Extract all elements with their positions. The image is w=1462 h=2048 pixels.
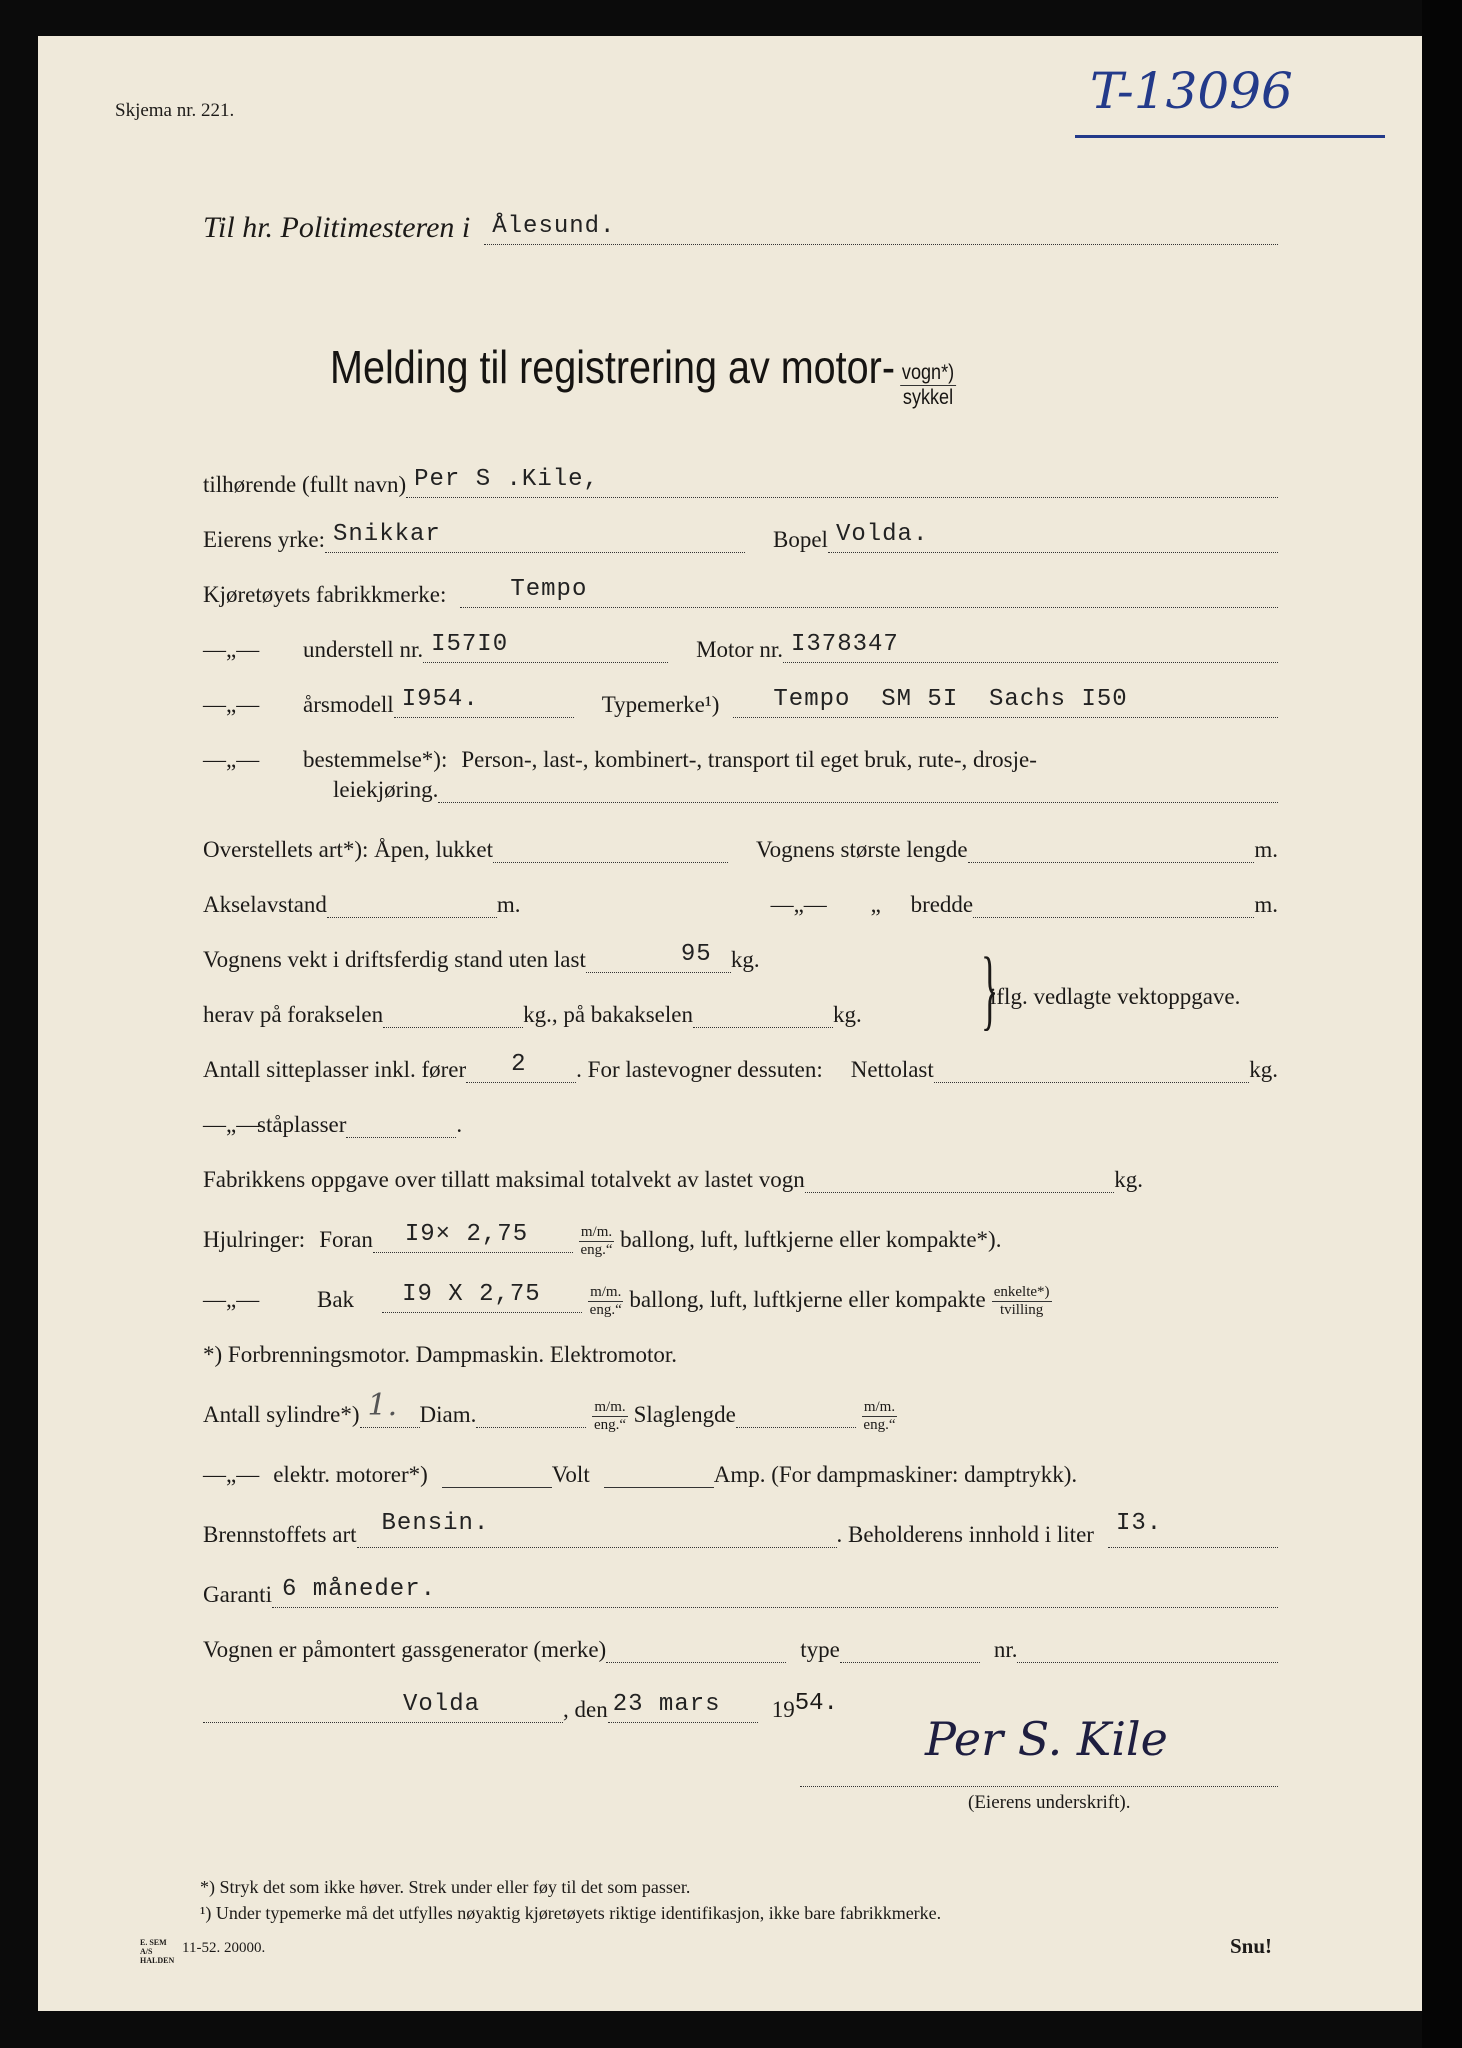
form-title xyxy=(330,340,961,414)
ditto: —„— xyxy=(203,1287,260,1312)
fuel-row xyxy=(203,1508,1278,1548)
make-label: Kjøretøyets fabrikkmerke: xyxy=(203,582,447,607)
den-label: , den xyxy=(563,1697,608,1722)
standing-row xyxy=(203,1098,523,1138)
front-axle-field[interactable] xyxy=(383,994,523,1028)
chassis-field[interactable] xyxy=(423,629,668,663)
unit-kg: kg. xyxy=(832,1002,862,1027)
year-value: 54. xyxy=(794,1690,838,1717)
cargo-label: . For lastevogner dessuten: xyxy=(576,1057,823,1082)
type-value: Tempo SM 5I Sachs I50 xyxy=(773,686,1128,713)
gas-generator-row xyxy=(203,1623,1278,1663)
purpose-text: Person-, last-, kombinert-, transport til eget bruk, rute-, drosje- xyxy=(461,747,1037,772)
purpose-row-2 xyxy=(333,763,1278,803)
option-top: vogn*) xyxy=(901,361,955,384)
year-value: I954. xyxy=(401,686,479,713)
length-field[interactable] xyxy=(968,829,1255,863)
printer-code: 11-52. 20000. xyxy=(182,1940,266,1956)
fuel-field[interactable] xyxy=(357,1510,837,1548)
unit-kg: kg. xyxy=(730,947,760,972)
main: Melding til registrering av motor- xyxy=(330,341,896,393)
value: Ålesund. xyxy=(492,213,616,240)
seats-row xyxy=(203,1043,1278,1083)
unit-eng: eng.“ xyxy=(580,1242,613,1258)
purpose-text2: leiekjøring. xyxy=(333,777,439,802)
unit-mm: m/m. xyxy=(580,1224,613,1240)
seats-label: Antall sitteplasser inkl. fører xyxy=(203,1057,467,1082)
cylinders-field[interactable] xyxy=(360,1388,420,1428)
wheelbase-label: Akselavstand xyxy=(203,892,327,917)
year-label: årsmodell xyxy=(303,692,394,717)
make-row xyxy=(203,568,1278,608)
form-element xyxy=(588,1284,623,1319)
max-weight-field[interactable] xyxy=(805,1159,1115,1193)
warranty-field[interactable] xyxy=(272,1574,1278,1608)
addressee-label: Til hr. Politimesteren i xyxy=(203,211,471,244)
weight-row xyxy=(203,933,843,973)
width-label: bredde xyxy=(910,892,974,917)
footnote-2: ¹) Under typemerke må det utfylles nøyaktig kjøretøyets riktige identifikasjon, ikke bare fabrikkmerke. xyxy=(200,1903,942,1923)
net-load-field[interactable] xyxy=(934,1049,1249,1083)
tire-types: ballong, luft, luftkjerne eller kompakte*). xyxy=(620,1227,1002,1252)
cylinders-row xyxy=(203,1388,1278,1433)
body-label: Overstellets art*): Åpen, lukket xyxy=(203,837,493,862)
front-axle-label: herav på forakselen xyxy=(203,1002,384,1027)
option-bottom: sykkel xyxy=(902,386,954,409)
place: Volda xyxy=(403,1691,481,1718)
warranty-label: Garanti xyxy=(203,1582,272,1607)
axle-row xyxy=(203,988,943,1028)
form-element xyxy=(579,1224,614,1259)
year-row xyxy=(203,678,1278,718)
type-label: Typemerke¹) xyxy=(601,692,720,717)
unit-kg: kg. xyxy=(1249,1057,1278,1082)
residence-label: Bopel xyxy=(772,527,828,552)
make-value: Tempo xyxy=(510,576,588,603)
body-field[interactable] xyxy=(493,829,728,863)
tires-label: Hjulringer: xyxy=(203,1227,306,1252)
occupation-field[interactable] xyxy=(325,519,745,553)
volt-field[interactable] xyxy=(442,1454,552,1488)
form-element xyxy=(992,1284,1052,1319)
unit-mm: m/m. xyxy=(863,1399,896,1415)
stroke-field[interactable] xyxy=(736,1394,856,1428)
gas-type-field[interactable] xyxy=(840,1629,980,1663)
type-field[interactable] xyxy=(733,684,1278,718)
max-weight-row xyxy=(203,1153,1143,1193)
rear-tires-field[interactable] xyxy=(382,1279,582,1313)
signature-line xyxy=(800,1786,1278,1787)
owner-field[interactable] xyxy=(406,464,1278,498)
cylinders-value: 1. xyxy=(367,1388,399,1423)
tank-value: I3. xyxy=(1115,1510,1163,1537)
single: enkelte*) xyxy=(993,1284,1050,1300)
form-element: . xyxy=(456,1112,463,1137)
length-label: Vognens største lengde xyxy=(755,837,968,862)
seats-field[interactable] xyxy=(466,1049,576,1083)
printer-logo: E. SEM A/S HALDEN xyxy=(140,1938,175,1965)
electric-row xyxy=(203,1448,1278,1488)
standing-label: ståplasser xyxy=(257,1112,347,1137)
footnote-1: *) Stryk det som ikke høver. Strek under eller føy til det som passer. xyxy=(200,1877,691,1897)
fuel-value: Bensin. xyxy=(381,1510,490,1537)
ditto: —„— xyxy=(203,692,260,717)
form-element xyxy=(438,783,1278,803)
engine-label: Motor nr. xyxy=(696,637,783,662)
warranty-row xyxy=(203,1568,1278,1608)
unit-m: m. xyxy=(496,892,521,917)
tire-types2: ballong, luft, luftkjerne eller kompakte xyxy=(629,1287,986,1312)
warranty-value: 6 måneder. xyxy=(281,1576,436,1603)
stroke-label: Slaglengde xyxy=(633,1402,736,1427)
owner-label: tilhørende (fullt navn) xyxy=(203,472,407,497)
cylinders-label: Antall sylindre*) xyxy=(203,1402,360,1427)
form-element xyxy=(592,1399,627,1434)
chassis-row xyxy=(203,623,1278,663)
tank-field[interactable] xyxy=(1108,1510,1278,1548)
handwritten-reference: T-13096 xyxy=(1090,62,1293,120)
amp-field[interactable] xyxy=(604,1454,714,1488)
engine-value: I378347 xyxy=(790,631,899,658)
unit-eng: eng.“ xyxy=(589,1302,622,1318)
addressee-row xyxy=(203,205,1278,245)
chassis-label: understell nr. xyxy=(303,637,424,662)
front-tires-row xyxy=(203,1213,1278,1258)
net-label: Nettolast xyxy=(850,1057,934,1082)
unit-eng: eng.“ xyxy=(593,1417,627,1433)
owner-value: Per S .Kile, xyxy=(414,466,599,493)
chassis-value: I57I0 xyxy=(431,631,509,658)
volt-label: Volt xyxy=(551,1462,590,1487)
fuel-label: Brennstoffets art xyxy=(203,1522,357,1547)
rear-value: I9 X 2,75 xyxy=(402,1281,541,1308)
rear-label: Bak xyxy=(317,1287,355,1312)
unit-kg: kg. xyxy=(1114,1167,1143,1192)
body-row xyxy=(203,823,1278,863)
form-element xyxy=(862,1399,897,1434)
gas-label: Vognen er påmontert gassgenerator (merke) xyxy=(203,1637,607,1662)
twin: tvilling xyxy=(999,1302,1044,1318)
addressee-field[interactable] xyxy=(484,211,1278,245)
front-value: I9× 2,75 xyxy=(404,1221,529,1248)
weight-field[interactable] xyxy=(586,939,731,973)
ditto: —„— xyxy=(203,747,260,772)
standing-field[interactable] xyxy=(346,1104,456,1138)
date-row xyxy=(203,1683,963,1723)
front-tires-field[interactable] xyxy=(373,1219,573,1253)
engine-types-row: *) Forbrenningsmotor. Dampmaskin. Elektromotor. xyxy=(203,1342,678,1367)
owner-signature: Per S. Kile xyxy=(925,1712,1168,1766)
diameter-field[interactable] xyxy=(476,1394,586,1428)
ditto: —„— xyxy=(203,1112,260,1137)
make-field[interactable] xyxy=(460,574,1278,608)
residence-field[interactable] xyxy=(828,519,1278,553)
seats-value: 2 xyxy=(511,1051,527,1078)
occupation-label: Eierens yrke: xyxy=(203,527,325,552)
wheelbase-row xyxy=(203,878,1278,918)
form-number: Skjema nr. 221. xyxy=(115,100,235,121)
max-weight-label: Fabrikkens oppgave over tillatt maksimal totalvekt av lastet vogn xyxy=(203,1167,805,1192)
scan-edge xyxy=(1422,0,1462,2048)
year-prefix: 19 xyxy=(771,1697,795,1722)
purpose-label: bestemmelse*): xyxy=(303,747,448,772)
residence-value: Volda. xyxy=(835,521,929,548)
date: 23 mars xyxy=(612,1691,721,1718)
owner-row xyxy=(203,458,1278,498)
date-field[interactable] xyxy=(608,1689,758,1723)
place-field[interactable] xyxy=(203,1689,563,1723)
ditto: —„— xyxy=(770,892,827,917)
year-field[interactable] xyxy=(394,684,574,718)
occupation-row xyxy=(203,513,1278,553)
unit-mm: m/m. xyxy=(590,1284,622,1300)
rear-axle-label: kg., på bakakselen xyxy=(523,1002,693,1027)
signature-label: (Eierens underskrift). xyxy=(968,1792,1131,1813)
diam-label: Diam. xyxy=(419,1402,477,1427)
unit-eng: eng.“ xyxy=(863,1417,896,1433)
occupation-value: Snikkar xyxy=(332,521,441,548)
electric-label: elektr. motorer*) xyxy=(273,1462,428,1487)
amp-label: Amp. (For dampmaskiner: damptrykk). xyxy=(713,1462,1078,1487)
form-element xyxy=(900,361,956,410)
tank-label: . Beholderens innhold i liter xyxy=(836,1522,1094,1547)
turn-over: Snu! xyxy=(1230,1934,1273,1958)
weight-value: 95 xyxy=(680,941,712,968)
gas-nr-field[interactable] xyxy=(1017,1629,1278,1663)
gas-type-label: type xyxy=(800,1637,840,1662)
rear-axle-field[interactable] xyxy=(693,994,833,1028)
reference-underline xyxy=(1075,135,1385,138)
weight-label: Vognens vekt i driftsferdig stand uten last xyxy=(203,947,586,972)
width-field[interactable] xyxy=(973,884,1254,918)
wheelbase-field[interactable] xyxy=(327,884,497,918)
unit-mm: m/m. xyxy=(594,1399,626,1415)
ditto: —„— xyxy=(203,1462,260,1487)
gas-nr-label: nr. xyxy=(993,1637,1018,1662)
unit-m: m. xyxy=(1254,892,1278,917)
rear-tires-row xyxy=(203,1273,1278,1318)
ditto: —„— xyxy=(203,637,260,662)
unit-m: m. xyxy=(1254,837,1278,862)
front-label: Foran xyxy=(319,1227,373,1252)
engine-number-field[interactable] xyxy=(783,629,1278,663)
brace: } xyxy=(980,940,999,1039)
gas-make-field[interactable] xyxy=(606,1629,786,1663)
weight-note: iflg. vedlagte vektoppgave. xyxy=(990,984,1241,1009)
width-ditto: „ xyxy=(870,892,881,917)
